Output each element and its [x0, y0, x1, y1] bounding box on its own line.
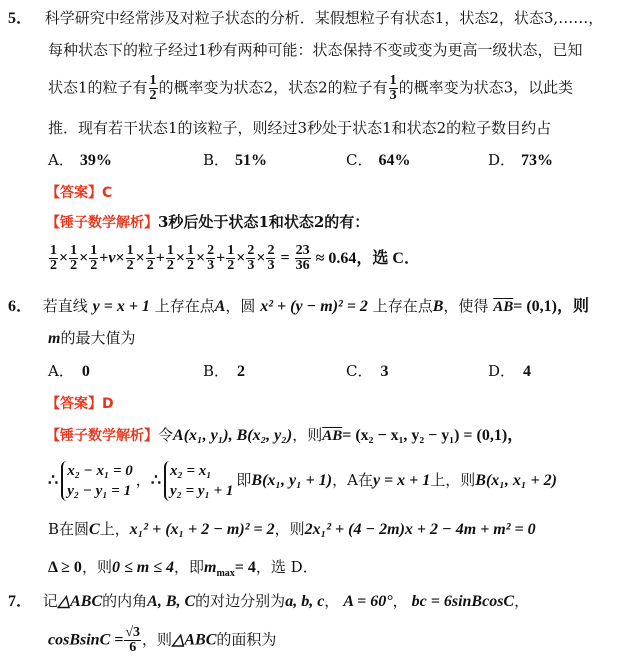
q6-circle-substitution: x₁² + (x₁ + 2 − m)² = 2 [129, 521, 275, 538]
q6-system-1: x₂ − x₁ = 0 y₂ − y₁ = 1 [61, 461, 133, 501]
q5-fraction-half: $\frac{1}{2}$ [149, 73, 157, 103]
q6-m-max: m [203, 559, 217, 576]
q5-answer-tag: 【答案】 [46, 185, 102, 201]
q6-quadratic: 2x₁² + (4 − 2m)x + 2 − 4m + m² = 0 [304, 521, 536, 538]
q5-formula: $\frac{1}{2}$ × $\frac{1}{2}$ × $\frac{1}{2}$ +v× $\frac{1}{2}$ × $\frac{1}{2}$ + $\frac{1}{2}$ × $\frac{1}{2}$ × $\frac{2}{3}$ + $\frac{1}{2}$ × $\frac{2}{3}$ × $\frac{2}{3}$ = $\frac{23}{36}$ ≈ 0.64，选 C． [50, 243, 420, 273]
formula-op: × [256, 249, 266, 267]
q6-option-d: D． 4 [488, 362, 532, 380]
q6-text: ，A在 [332, 471, 373, 489]
formula-var: v [108, 249, 116, 267]
q6-option-c: C． 3 [346, 362, 389, 380]
q6-vector-ab: $\overline{AB}$ [493, 299, 514, 315]
q6-text: B在圆 [48, 520, 90, 538]
q6-line-equation: y = x + 1 [372, 472, 431, 489]
q7-text: 的内角 [102, 592, 148, 610]
q6-m-max-value: = 4 [234, 559, 256, 576]
q5-text-line3c: 的概率变为状态3，以此类 [398, 78, 574, 97]
q6-analysis-line2 [48, 458, 557, 503]
q5-result-frac: $\frac{23}{36}$ [295, 243, 310, 273]
q7-number: 7． [8, 593, 33, 610]
q6-analysis-line4 [48, 557, 318, 584]
formula-op: × [79, 249, 89, 267]
q7-triangle: △ABC [172, 631, 217, 649]
q6-text: 上，则 [430, 471, 476, 489]
q7-sides: a, b, c [285, 593, 325, 610]
q5-number: 5． [8, 10, 33, 27]
q6-circle-equation: x² + (y − m)² = 2 [260, 298, 368, 315]
q6-analysis-line3 [48, 519, 536, 540]
q5-line3 [48, 74, 573, 103]
q5-text-line1: 科学研究中经常涉及对粒子状态的分析．某假想粒子有状态1，状态2，状态3,……， [44, 9, 604, 27]
q5-fraction-third: $\frac{1}{3}$ [389, 73, 397, 103]
q6-point-b: B [432, 298, 444, 315]
q6-answer-tag: 【答案】 [46, 396, 102, 412]
q6-text: ，则 [274, 520, 305, 538]
q5-formula-frac: $\frac{1}{2}$ [90, 243, 98, 273]
q6-text: ，则 [81, 558, 112, 576]
q6-m-max-sub: max [216, 568, 235, 579]
q6-text: 的最大值为 [60, 329, 136, 347]
q5-formula-frac: $\frac{2}{3}$ [247, 243, 255, 273]
q6-text: 若直线 [42, 297, 88, 315]
q6-var-m: m [48, 330, 61, 347]
q6-text: ，圆 [225, 297, 256, 315]
q6-answer-value: D [102, 396, 114, 412]
formula-op: × [59, 249, 69, 267]
q5-answer-value: C [102, 185, 113, 201]
formula-op: × [195, 249, 206, 267]
therefore-symbol: ∴ [48, 472, 59, 489]
q6-text: 上， [99, 520, 130, 538]
q6-analysis-tag: 【锤子数学解析】 [46, 428, 158, 444]
q6-option-a: A． 0 [48, 362, 90, 380]
q5-analysis-tag: 【锤子数学解析】 [46, 215, 158, 231]
q5-formula-frac: $\frac{1}{2}$ [126, 243, 134, 273]
q6-system-2: x₂ = x₁ y₂ = y₁ + 1 [164, 461, 233, 501]
formula-op: × [115, 249, 125, 267]
q6-text: 上存在点 [154, 297, 215, 315]
q5-line1 [8, 8, 603, 29]
q5-formula-frac: $\frac{1}{2}$ [146, 243, 154, 273]
q5-analysis [46, 212, 369, 233]
q7-trig-condition: cosBsinC = [48, 631, 124, 649]
q7-triangle: △ABC [57, 593, 103, 610]
q7-text: 的对边分别为 [195, 592, 286, 610]
q7-text: ， [324, 592, 340, 610]
q7-text: 的面积为 [216, 630, 277, 649]
q6-analysis-line1 [46, 425, 523, 446]
q6-number: 6． [8, 298, 33, 315]
q7-text: 记 [42, 592, 58, 610]
q7-product-condition: bc = 6sinBcosC [411, 593, 515, 610]
q5-option-a: A． 39% [48, 151, 112, 169]
q6-line2 [48, 328, 135, 349]
q5-formula-frac: $\frac{2}{3}$ [207, 243, 215, 273]
q7-text: ，则 [142, 630, 173, 649]
q6-discriminant: Δ ≥ 0 [48, 559, 82, 576]
q6-range: 0 ≤ m ≤ 4 [111, 559, 174, 576]
q7-root-fraction: $\frac{√3}{6}$ [125, 625, 141, 655]
q6-answer [46, 393, 114, 414]
q5-option-d: D． 73% [488, 151, 554, 169]
formula-op: + [155, 249, 165, 267]
q6-points-def: A(x₁, y₁), B(x₂, y₂) [173, 427, 293, 444]
formula-op: + [216, 249, 226, 267]
q5-text-line3a: 状态1的粒子有 [48, 78, 148, 97]
q6-text: ，则 [292, 426, 323, 444]
q6-circle-c: C [89, 521, 100, 538]
q6-line-equation: y = x + 1 [92, 298, 150, 315]
q5-line2 [48, 40, 583, 60]
q6-point-b-expr: B(x₁, y₁ + 1) [251, 472, 333, 489]
q6-text: ， [135, 471, 151, 489]
q6-option-b: B． 2 [203, 362, 246, 380]
q5-formula-frac: $\frac{2}{3}$ [267, 243, 275, 273]
formula-op: × [175, 249, 185, 267]
q5-answer [46, 182, 112, 203]
formula-op: + [99, 249, 109, 267]
therefore-symbol: ∴ [150, 472, 161, 489]
q5-option-b: B． 51% [203, 151, 268, 169]
q6-line1 [8, 296, 589, 317]
q5-formula-frac: $\frac{1}{2}$ [227, 243, 235, 273]
q5-analysis-text: 3秒后处于状态1和状态2的有： [158, 213, 370, 231]
q6-text: 令 [158, 426, 174, 444]
q7-line1 [8, 591, 529, 612]
q5-text-line2: 每种状态下的粒子经过1秒有两种可能：状态保持不变或变为更高一级状态，已知 [48, 41, 583, 59]
q5-formula-frac: $\frac{1}{2}$ [70, 243, 78, 273]
q7-angles: A, B, C [147, 593, 196, 610]
q6-vector-ab: $\overline{AB}$ [322, 428, 343, 444]
q7-angle-condition: A = 60° [343, 593, 393, 610]
q5-text-line3b: 的概率变为状态2，状态2的粒子有 [158, 78, 388, 97]
q6-point-b-expr2: B(x₁, x₁ + 2) [475, 472, 557, 489]
q6-vector-eq: = (x₂ − x₁, y₂ − y₁) = (0,1)， [342, 427, 524, 444]
q6-text: = (0,1)，则 [513, 298, 589, 315]
q5-option-c: C． 64% [346, 151, 411, 169]
q7-text: ， [514, 592, 530, 610]
q5-text-line4: 推．现有若干状态1的该粒子，则经过3秒处于状态1和状态2的粒子数目约占 [48, 119, 552, 137]
q6-text: 上存在点 [372, 297, 433, 315]
q5-formula-frac: $\frac{1}{2}$ [50, 243, 57, 273]
q5-formula-frac: $\frac{1}{2}$ [166, 243, 174, 273]
q7-text: ， [392, 592, 408, 610]
q6-text: ，使得 [443, 297, 489, 315]
q6-text: ，选 D． [255, 558, 318, 576]
q6-point-a: A [214, 298, 226, 315]
q6-text: ，即 [173, 558, 204, 576]
q5-formula-frac: $\frac{1}{2}$ [186, 243, 194, 273]
formula-op: × [135, 249, 145, 267]
q5-line4 [48, 118, 551, 138]
formula-op: × [236, 249, 246, 267]
q7-line2 [48, 626, 276, 655]
q6-text: 即 [236, 471, 252, 489]
q5-result-tail: ≈ 0.64，选 C． [315, 249, 420, 267]
